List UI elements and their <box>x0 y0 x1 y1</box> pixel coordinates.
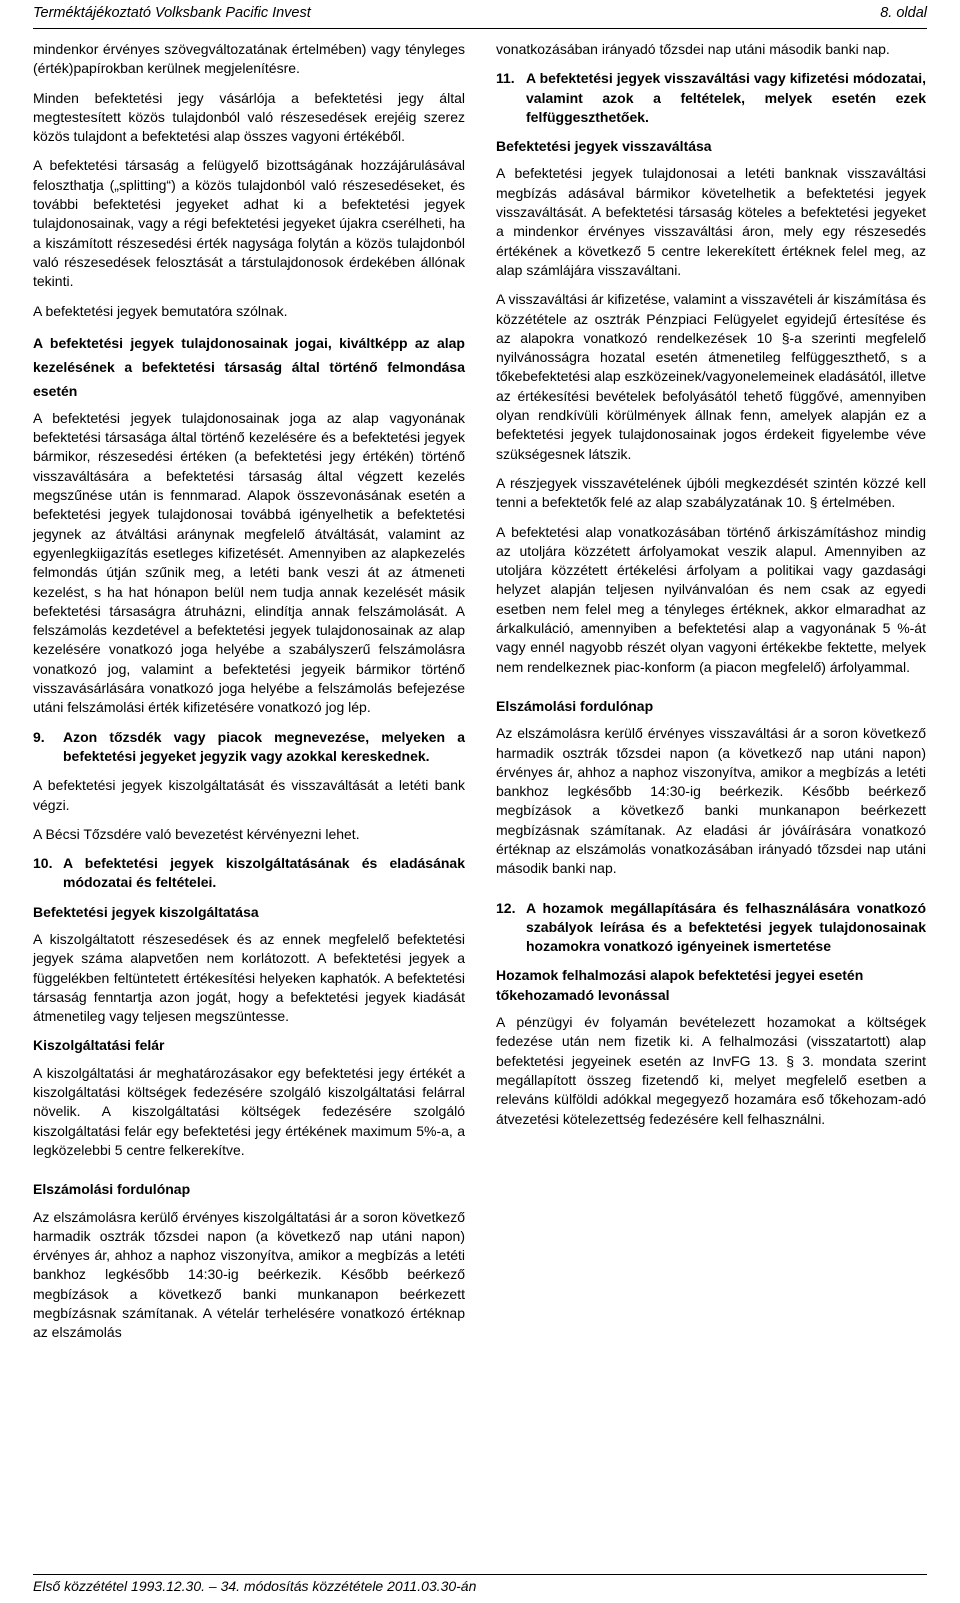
section-title: A hozamok megállapítására és felhasználására vonatkozó szabályok leírása és a befektetési jegyek tulajdonosainak hozamokra vonatkozó igényeinek ismertetése <box>526 899 926 955</box>
numbered-heading-11 <box>496 69 926 127</box>
subheading: Elszámolási fordulónap <box>496 697 654 714</box>
paragraph: A kiszolgáltatási ár meghatározásakor egy befektetési jegy értékét a kiszolgáltatási költségek fedezésére szolgáló kiszolgáltatási felárral növelik. A kiszolgáltatási költségek fedezésére szolgáló kiszolgáltatási felár egy befektetési jegy értékének maximum 5%-a, a legközelebbi 5 centre felkerekítve. <box>33 1064 465 1158</box>
paragraph: A befektetési társaság a felügyelő bizottságának hozzájárulásával feloszthatja („splitting“) a közös tulajdonból való részesedéseket, és további befektetési jegyeket adhat ki a befektetési jegyek tulajdonosainak, vagy a régi befektetési jegyeket újakra cserélheti, ha a kiszámított részesedési érték nagysága folytán a közös tulajdonból való részesedések felosztását a társtulajdonosok érdekében állónak tekinti. <box>33 157 465 290</box>
section-number: 11. <box>496 70 515 87</box>
subheading: Kiszolgáltatási felár <box>33 1037 165 1054</box>
right-column <box>496 40 926 1139</box>
paragraph: vonatkozásában irányadó tőzsdei nap utáni második banki nap. <box>496 41 890 57</box>
section-number: 10. <box>33 855 53 872</box>
section-number: 9. <box>33 728 45 745</box>
paragraph: A befektetési alap vonatkozásában történő árkiszámításhoz mindig az utoljára közzétett árfolyamokat veszik alapul. Amennyiben az utoljára közzétett értékelési árfolyam a politikai vagy gazdasági helyzet alapján teljesen nyilvánvalóan és nem csak az egyedi esetben nem felel meg a tényleges értéknek, akkor elmaradhat az árkalkuláció, amennyiben a befektetési alap a vagyonának 5 %-át vagy ennél nagyobb részét olyan vagyoni értékekbe fektette, melyek nem rendelkeznek piac-konform (a piacon megfelelő) árfolyammal. <box>496 523 926 675</box>
paragraph: A befektetési jegyek tulajdonosai a letéti banknak visszaváltási megbízás adásával bármikor követelhetik a befektetési jegyek visszaváltását. A befektetési társaság köteles a befektetési jegyeket a mindenkor érvényes visszaváltási áron, mely egy részesedés értékének a következő 5 centre lekerekített értéknek felel meg, az alap számlájára visszaváltani. <box>496 165 926 278</box>
paragraph: A befektetési jegyek kiszolgáltatását és visszaváltását a letéti bank végzi. <box>33 777 465 813</box>
section-title: A befektetési jegyek visszaváltási vagy kifizetési módozatai, valamint azok a feltételek, melyek esetén ezek felfüggeszthetőek. <box>526 70 926 125</box>
subheading: Befektetési jegyek visszaváltása <box>496 138 712 155</box>
paragraph: mindenkor érvényes szövegváltozatának értelmében) vagy tényleges (érték)papírokban kerülnek megjelenítésre. <box>33 41 465 77</box>
numbered-heading-12 <box>496 899 926 957</box>
page-footer <box>33 1574 927 1594</box>
section-title: A befektetési jegyek kiszolgáltatásának és eladásának módozatai és feltételei. <box>63 855 465 891</box>
page-number: 8. oldal <box>880 5 927 21</box>
subheading: Hozamok felhalmozási alapok befektetési jegyei esetén tőkehozamadó levonással <box>496 967 864 1003</box>
paragraph: Az elszámolásra kerülő érvényes kiszolgáltatási ár a soron következő harmadik osztrák tőzsdei napon (a következő nap utáni napon) érvényes ár, ahhoz a naphoz viszonyítva, amikor a megbízás a letéti bankhoz legkésőbb 14:30-ig beérkezik. Később beérkező megbízások a következő banki munkanapon beérkezett megbízásnak számítanak. A vételár terhelésére vonatkozó értéknap az elszámolás <box>33 1208 465 1341</box>
page-header <box>33 0 927 29</box>
paragraph: A befektetési jegyek tulajdonosainak joga az alap vagyonának befektetési társasága által történő kezelésére és a befektetési jegyek bármikor, részesedési értéken (a befektetési jegy értékén) történő visszaváltására a befektetési társaság által végzett kezelés megszűnése után is fennmarad. Alapok összevonásának esetén a befektetési jegyek tulajdonosai továbbá igényelhetik a befektetési jegynek az átváltási aránynak megfelelő átváltását, valamint az egyenlegkiigazítás esetleges kifizetését. Amennyiben az alapkezelés felmondás útján szűnik meg, a letéti bank veszi át az átmeneti kezelést, s ha hat hónapon belül nem tudja annak kezelését másik befektetési társaságra átruházni, elindítja annak felszámolását. A felszámolás kezdetével a befektetési jegyek tulajdonosainak az alap kezelésére vonatkozó joga helyébe a szabályszerű felszámolásra vonatkozó jog, valamint a befektetési jegyeik bármikor történő visszavásárlására vonatkozó joga helyébe a felszámolás befejezése utáni felszámolási érték kifizetésére vonatkozó jog lép. <box>33 409 465 716</box>
paragraph: Minden befektetési jegy vásárlója a befektetési jegy által megtestesített közös tulajdonból való részesedések erejéig szerez közös tulajdont a befektetési alap összes vagyoni értékéből. <box>33 89 465 145</box>
subheading: Befektetési jegyek kiszolgáltatása <box>33 903 259 920</box>
paragraph: A kiszolgáltatott részesedések és az ennek megfelelő befektetési jegyek száma alapvetően nem korlátozott. A befektetési jegyek a függelékben feltüntetett értékesítési helyeken kaphatók. A befektetési társaság fenntartja azon jogát, hogy a befektetési jegyek kiadását átmenetileg vagy teljesen megszüntesse. <box>33 930 465 1025</box>
paragraph: A befektetési jegyek bemutatóra szólnak. <box>33 302 288 319</box>
numbered-heading-10 <box>33 854 465 893</box>
section-number: 12. <box>496 899 516 916</box>
paragraph: Az elszámolásra kerülő érvényes visszaváltási ár a soron következő harmadik osztrák tőzsdei napon (a következő nap utáni napon) érvényes ár, ahhoz a naphoz viszonyítva, amikor a megbízás a letéti bankhoz legkésőbb 14:30-ig beérkezik. Később beérkező megbízások a következő banki munkanapon beérkezett megbízásnak számítanak. Az eladási ár jóváírására vonatkozó értéknap az elszámolás vonatkozásában irányadó tőzsdei nap utáni második banki nap. <box>496 725 926 877</box>
paragraph: A visszaváltási ár kifizetése, valamint a visszavételi ár kiszámítása és közzététele az osztrák Pénzpiaci Felügyelet egyidejű értesítése és az alapokra vonatkozó rendelkezések 10 §-a szerinti megfelelő nyilvánosságra hozatal esetén átmenetileg felfüggeszthető, s a tőkebefektetési alap eszközeinek/vagyonelemeinek eladásától, illetve az értékesítési bevételek befolyásától tehető függővé, amennyiben olyan rendkívüli körülmények állnak fenn, amelyek alapján ez a befektetési jegyek tulajdonosainak jogos érdekeit figyelembe véve szükségesnek látszik. <box>496 291 926 462</box>
subheading: Elszámolási fordulónap <box>33 1181 191 1198</box>
document-title: Terméktájékoztató Volksbank Pacific Invest <box>33 5 311 21</box>
section-title: Azon tőzsdék vagy piacok megnevezése, melyeken a befektetési jegyeket jegyzik vagy azokkal kereskednek. <box>63 728 465 764</box>
section-heading: A befektetési jegyek tulajdonosainak jogai, kiváltképp az alap kezelésének a befektetési társaság által történő felmondása esetén <box>33 334 465 399</box>
paragraph: A pénzügyi év folyamán bevételezett hozamokat a költségek fedezése után nem fizetik ki. A felhalmozási (visszatartott) alap befektetési jegyeinek esetén az InvFG 13. § 3. mondata szerint megállapított összeg fizetendő ki, melyet megfelelő esetben a releváns külföldi adókkal megegyező hozamára eső tőkehozam-adó átvezetési kötelezettség fedezésére kell felhasználni. <box>496 1014 926 1127</box>
paragraph: A részjegyek visszavételének újbóli megkezdését szintén közzé kell tenni a befektetők felé az alap szabályzatának 10. § értelmében. <box>496 474 926 511</box>
left-column <box>33 40 465 1353</box>
numbered-heading-9 <box>33 728 465 767</box>
paragraph: A Bécsi Tőzsdére való bevezetést kérvényezni lehet. <box>33 825 360 842</box>
footer-text: Első közzététel 1993.12.30. – 34. módosítás közzététele 2011.03.30-án <box>33 1578 477 1594</box>
